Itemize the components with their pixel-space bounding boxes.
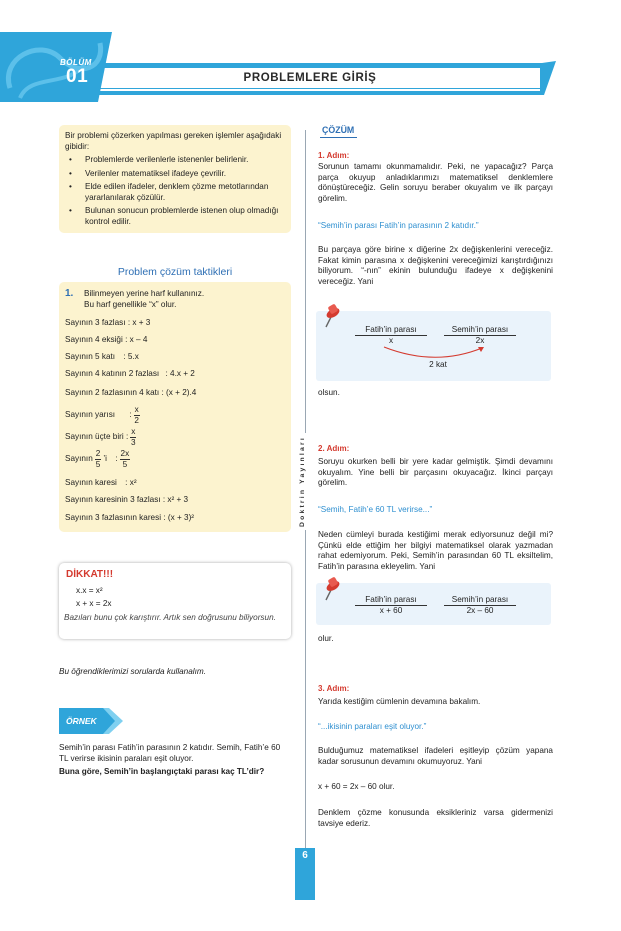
- solution-underline: [320, 137, 357, 138]
- intro-item: • Elde edilen ifadeler, denklem çözme metotlarından yararlanılarak çözülür.: [65, 182, 285, 203]
- step2-paragraph-2: Neden cümleyi burada kestiğimi merak ediyorsunuz değil mi? Çünkü elde ettiğim her bilgiyi matematiksel olarak yazmadan rahat edemiyorum. Peki, Semih’in parasından 60 TL eksiltelim, Fatih’in parasına ekleyelim. Yani: [318, 530, 553, 571]
- section-number: 01: [66, 66, 89, 87]
- tactic-row: Sayının karesi : x²: [65, 478, 137, 487]
- pushpin-icon: [320, 576, 342, 602]
- tactics-number: 1.: [65, 288, 74, 299]
- section-swirl-icon: [0, 28, 112, 102]
- publisher-mark: [295, 425, 315, 535]
- tactic-row: Sayının 3 fazlası : x + 3: [65, 318, 151, 327]
- step-label: 2. Adım:: [318, 444, 350, 453]
- intro-item: • Problemlerde verilenlerle istenenler belirlenir.: [65, 155, 285, 166]
- example-text: Semih’in parası Fatih’in parasının 2 katıdır. Semih, Fatih’e 60 TL verirse ikisinin paraları eşit oluyor.: [59, 743, 281, 763]
- diagram-fatih: Fatih’in parası x: [355, 325, 427, 346]
- tactics-note: [84, 289, 204, 310]
- page-number: 6: [302, 850, 308, 861]
- tactic-row: Sayının karesinin 3 fazlası : x² + 3: [65, 495, 189, 504]
- tactic-row: Sayının 4 eksiği : x – 4: [65, 335, 148, 344]
- tactic-row: Sayının $\frac{2}{5}$ ’i : $\frac{2x}{5}$: [65, 449, 130, 469]
- example-question: Buna göre, Semih’in başlangıçtaki parası kaç TL’dir?: [59, 767, 265, 776]
- step2-paragraph: Soruyu okurken belli bir yere kadar gelmiştik. Şimdi devamını okuyalım. Yine belli bir parçasını okuyacağız. İkinci parçayı görelim.: [318, 457, 553, 488]
- step2-after: olur.: [318, 634, 334, 643]
- step1-quote: “Semih’in parası Fatih’in parasının 2 katıdır.”: [318, 221, 479, 230]
- intro-list: [65, 155, 285, 227]
- tactic-row: Sayının 2 fazlasının 4 katı : (x + 2).4: [65, 388, 197, 397]
- diagram-semih: Semih’in parası 2x: [444, 325, 516, 346]
- tactics-note-line: Bilinmeyen yerine harf kullanınız.: [84, 289, 205, 298]
- step3-paragraph: Yarıda kestiğim cümlenin devamına bakalım.: [318, 697, 481, 706]
- tactics-note-line: Bu harf genellikle “x” olur.: [84, 299, 177, 309]
- step-label: 3. Adım:: [318, 684, 350, 693]
- warning-line: x.x = x²: [76, 586, 103, 595]
- publisher-name: Doktrin Yayınları: [299, 433, 306, 530]
- section-label: BÖLÜM: [60, 58, 92, 67]
- intro-item: • Verilenler matematiksel ifadeye çevrilir.: [65, 169, 285, 180]
- step3-paragraph-3: Denklem çözme konusunda eksikleriniz varsa gidermenizi tavsiye ederiz.: [318, 808, 553, 828]
- tactic-row: Sayının üçte biri : $\frac{x}{3}$: [65, 427, 136, 447]
- step1-after: olsun.: [318, 388, 340, 397]
- intro-item: • Bulunan sonucun problemlerde istenen olup olmadığı kontrol edilir.: [65, 206, 285, 227]
- step2-quote: “Semih, Fatih’e 60 TL verirse...”: [318, 505, 433, 514]
- diagram-semih: Semih’in parası 2x – 60: [444, 595, 516, 616]
- diagram-arrow-label: 2 kat: [429, 360, 447, 369]
- tactic-row: Sayının 5 katı : 5.x: [65, 352, 139, 361]
- tactic-row: Sayının 4 katının 2 fazlası : 4.x + 2: [65, 369, 195, 378]
- step1-paragraph-2: Bu parçaya göre birine x diğerine 2x değişkenlerini vereceğiz. Fakat kimin parasına x değişkenini vereceğimizi karıştırdığınızı biliyorum. “-nın” ekinin bulunduğu ifadeye x değişkenini vereceğiz. Yani: [318, 245, 553, 286]
- intro-lead: Bir problemi çözerken yapılması gereken işlemler aşağıdaki gibidir:: [65, 131, 282, 151]
- example-label: ÖRNEK: [66, 716, 97, 726]
- warning-note: Bazıları bunu çok karıştırır. Artık sen doğrusunu biliyorsun.: [64, 613, 276, 622]
- step3-equation: x + 60 = 2x – 60 olur.: [318, 782, 395, 791]
- step3-paragraph-2: Bulduğumuz matematiksel ifadeleri eşitleyip çözüm yapana kadar sorusunun devamını okumuyoruz. Yani: [318, 746, 553, 766]
- tactic-row: Sayının 3 fazlasının karesi : (x + 3)²: [65, 513, 195, 522]
- warning-line: x + x = 2x: [76, 599, 112, 608]
- step3-quote: “...ikisinin paraları eşit oluyor.”: [318, 722, 427, 731]
- pushpin-icon: [320, 303, 342, 329]
- page-title: PROBLEMLERE GİRİŞ: [243, 72, 377, 84]
- tactics-title: Problem çözüm taktikleri: [117, 266, 233, 278]
- diagram-arrow-icon: [380, 345, 490, 361]
- intro-box: [59, 125, 291, 233]
- tactic-row: Sayının yarısı : $\frac{x}{2}$: [65, 405, 139, 425]
- step1-paragraph: Sorunun tamamı okunmamalıdır. Peki, ne yapacağız? Parça parça okuyup anladıklarımızı matematiksel denklemlere dönüştüreceğiz. Gelin soruyu beraber okuyalım ve ilk parçayı görelim.: [318, 162, 553, 203]
- diagram-fatih: Fatih’in parası x + 60: [355, 595, 427, 616]
- transition-text: Bu öğrendiklerimizi sorularda kullanalım.: [59, 667, 206, 676]
- step-label: 1. Adım:: [318, 151, 350, 160]
- warning-title: DİKKAT!!!: [66, 569, 114, 580]
- solution-title: ÇÖZÜM: [322, 125, 355, 135]
